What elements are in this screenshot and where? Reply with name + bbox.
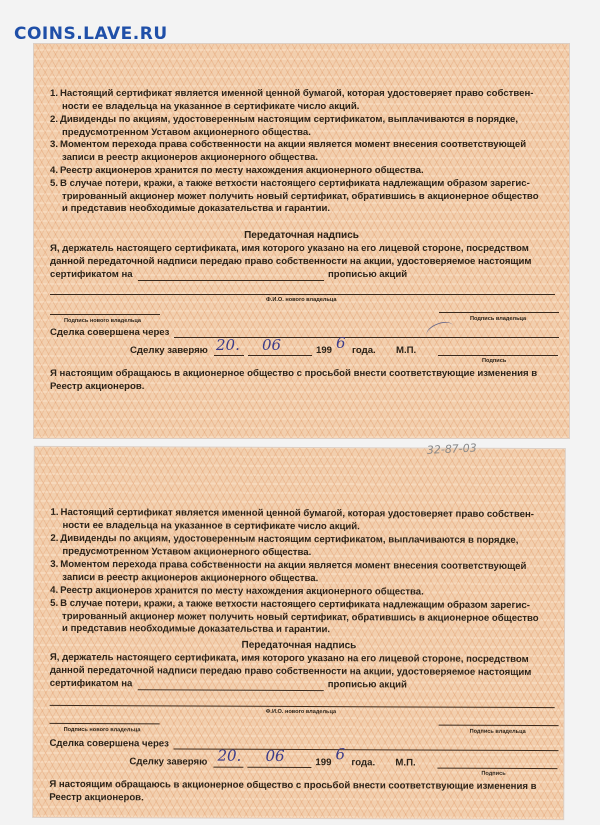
shares-count-line <box>138 689 324 691</box>
clause-line: Моментом перехода права собственности на акции является момент внесения соответствующей <box>60 558 527 572</box>
sig-owner-caption: Подпись владельца <box>469 728 526 735</box>
sig-new-line <box>50 723 160 724</box>
final-text-2: Реестр акционеров. <box>50 381 145 392</box>
sig-owner-line <box>439 312 559 313</box>
clause-line: трированный акционер может получить новый сертификат, обратившись в акционерное общество <box>62 610 539 624</box>
hand-month: 06 <box>265 746 285 765</box>
clause-line: и представив необходимые доказательства и гарантии. <box>62 203 331 215</box>
clause-number: 4. <box>50 165 59 176</box>
hand-year-digit: 6 <box>336 334 346 352</box>
transfer-text-3b: прописью акций <box>328 269 408 280</box>
clause-line: Настоящий сертификат является именной ценной бумагой, которая удостоверяет право собствен- <box>60 88 534 99</box>
certify-label: Сделку заверяю <box>130 345 208 356</box>
day-line <box>213 767 243 768</box>
final-text-1: Я настоящим обращаюсь в акционерное общество с просьбой внести соответствующие изменения в <box>49 778 537 793</box>
clause-number: 5. <box>50 178 59 189</box>
transfer-text-3b: прописью акций <box>327 679 407 691</box>
sig-new-line <box>50 314 160 315</box>
pencil-note: 32-87-03 <box>426 441 478 457</box>
clause-line: Моментом перехода права собственности на акции является момент внесения соответствующей <box>60 139 527 150</box>
signature-caption: Подпись <box>481 770 506 777</box>
clause-number: 3. <box>50 139 59 150</box>
clause-line: записи в реестр акционеров акционерного общества. <box>62 151 319 163</box>
clause-3 <box>50 139 560 164</box>
clause-4 <box>50 165 560 178</box>
sig-new-caption: Подпись нового владельца <box>64 318 141 324</box>
hand-day: 20. <box>217 746 242 765</box>
clause-number: 1. <box>50 88 59 99</box>
transfer-text-1: Я, держатель настоящего сертификата, имя которого указано на его лицевой стороне, посредством <box>49 651 529 666</box>
sig-owner-line <box>439 725 559 727</box>
transfer-text-2: данной передаточной надписи передаю право собственности на акции, удостоверяемое настоящим <box>49 664 532 679</box>
transfer-text-3a: сертификатом на <box>49 677 133 690</box>
clause-line: ности ее владельца на указанное в сертификате число акций. <box>62 100 360 112</box>
month-line <box>248 355 312 356</box>
clause-line: Реестр акционеров хранится по месту нахождения акционерного общества. <box>60 165 424 176</box>
clause-5 <box>50 178 560 216</box>
final-text-2: Реестр акционеров. <box>49 791 144 804</box>
sig-owner-caption: Подпись владельца <box>470 316 527 322</box>
hand-day: 20. <box>216 336 240 354</box>
clause-1 <box>50 88 560 113</box>
hand-month: 06 <box>262 336 282 354</box>
clause-number: 2. <box>50 114 59 125</box>
fio-line <box>50 705 555 708</box>
deal-label: Сделка совершена через <box>49 737 169 750</box>
clause-line: В случае потери, кражи, а также ветхости настоящего сертификата надлежащим образом зарегис- <box>60 597 530 612</box>
watermark-text: COINS.LAVE.RU <box>14 24 168 44</box>
transfer-title: Передаточная надпись <box>244 230 359 241</box>
sig-new-caption: Подпись нового владельца <box>63 726 141 734</box>
clause-line: Дивиденды по акциям, удостоверенным настоящим сертификатом, выплачиваются в порядке, <box>60 532 519 546</box>
signature-line <box>437 768 557 770</box>
transfer-title: Передаточная надпись <box>241 639 357 652</box>
clause-line: ности ее владельца на указанное в сертификате число акций. <box>62 519 360 532</box>
clause-line: предусмотренном Уставом акционерного общества. <box>62 545 312 558</box>
year-prefix: 199 <box>315 757 332 769</box>
clause-5 <box>50 598 560 638</box>
month-line <box>247 767 311 768</box>
transfer-text-3a: сертификатом на <box>50 269 133 280</box>
clause-1 <box>50 507 560 534</box>
clause-line: Настоящий сертификат является именной ценной бумагой, которая удостоверяет право собствен- <box>60 506 535 521</box>
clause-line: Реестр акционеров хранится по месту нахождения акционерного общества. <box>60 584 424 598</box>
mp-label: М.П. <box>395 757 416 769</box>
final-text-1: Я настоящим обращаюсь в акционерное общество с просьбой внести соответствующие изменения в <box>50 368 538 379</box>
clause-line: В случае потери, кражи, а также ветхости настоящего сертификата надлежащим образом зарегис- <box>60 178 530 189</box>
signature-line <box>438 355 558 356</box>
deal-label: Сделка совершена через <box>50 327 170 338</box>
clause-2 <box>50 114 560 139</box>
clause-number: 3. <box>50 558 59 570</box>
clause-line: Дивиденды по акциям, удостоверенным настоящим сертификатом, выплачиваются в порядке, <box>60 114 519 125</box>
year-suffix: года. <box>352 345 376 356</box>
clause-2 <box>50 533 560 560</box>
clause-line: трированный акционер может получить новый сертификат, обратившись в акционерное общество <box>62 190 539 202</box>
fio-line <box>50 294 555 295</box>
clause-3 <box>50 559 560 586</box>
scribble-mark <box>424 319 455 343</box>
signature-caption: Подпись <box>482 358 507 364</box>
fio-caption: Ф.И.О. нового владельца <box>266 297 337 303</box>
certificate-back-top <box>34 44 569 438</box>
hand-year-digit: 6 <box>335 745 346 764</box>
shares-count-line <box>138 280 324 281</box>
day-line <box>214 355 244 356</box>
clause-line: и представив необходимые доказательства и гарантии. <box>61 623 331 636</box>
clause-number: 4. <box>50 584 59 596</box>
certificate-back-bottom <box>33 441 565 819</box>
clause-number: 2. <box>50 532 59 544</box>
year-suffix: года. <box>351 757 376 769</box>
mp-label: М.П. <box>396 345 417 356</box>
certify-label: Сделку заверяю <box>129 756 208 768</box>
clause-number: 1. <box>50 506 59 518</box>
transfer-text-1: Я, держатель настоящего сертификата, имя которого указано на его лицевой стороне, посредством <box>50 243 529 254</box>
clause-number: 5. <box>50 597 59 609</box>
year-prefix: 199 <box>316 345 333 356</box>
fio-caption: Ф.И.О. нового владельца <box>265 708 337 716</box>
transfer-text-2: данной передаточной надписи передаю право собственности на акции, удостоверяемое настоящим <box>50 256 532 267</box>
clause-line: записи в реестр акционеров акционерного общества. <box>62 571 319 584</box>
clause-line: предусмотренном Уставом акционерного общества. <box>62 126 311 138</box>
